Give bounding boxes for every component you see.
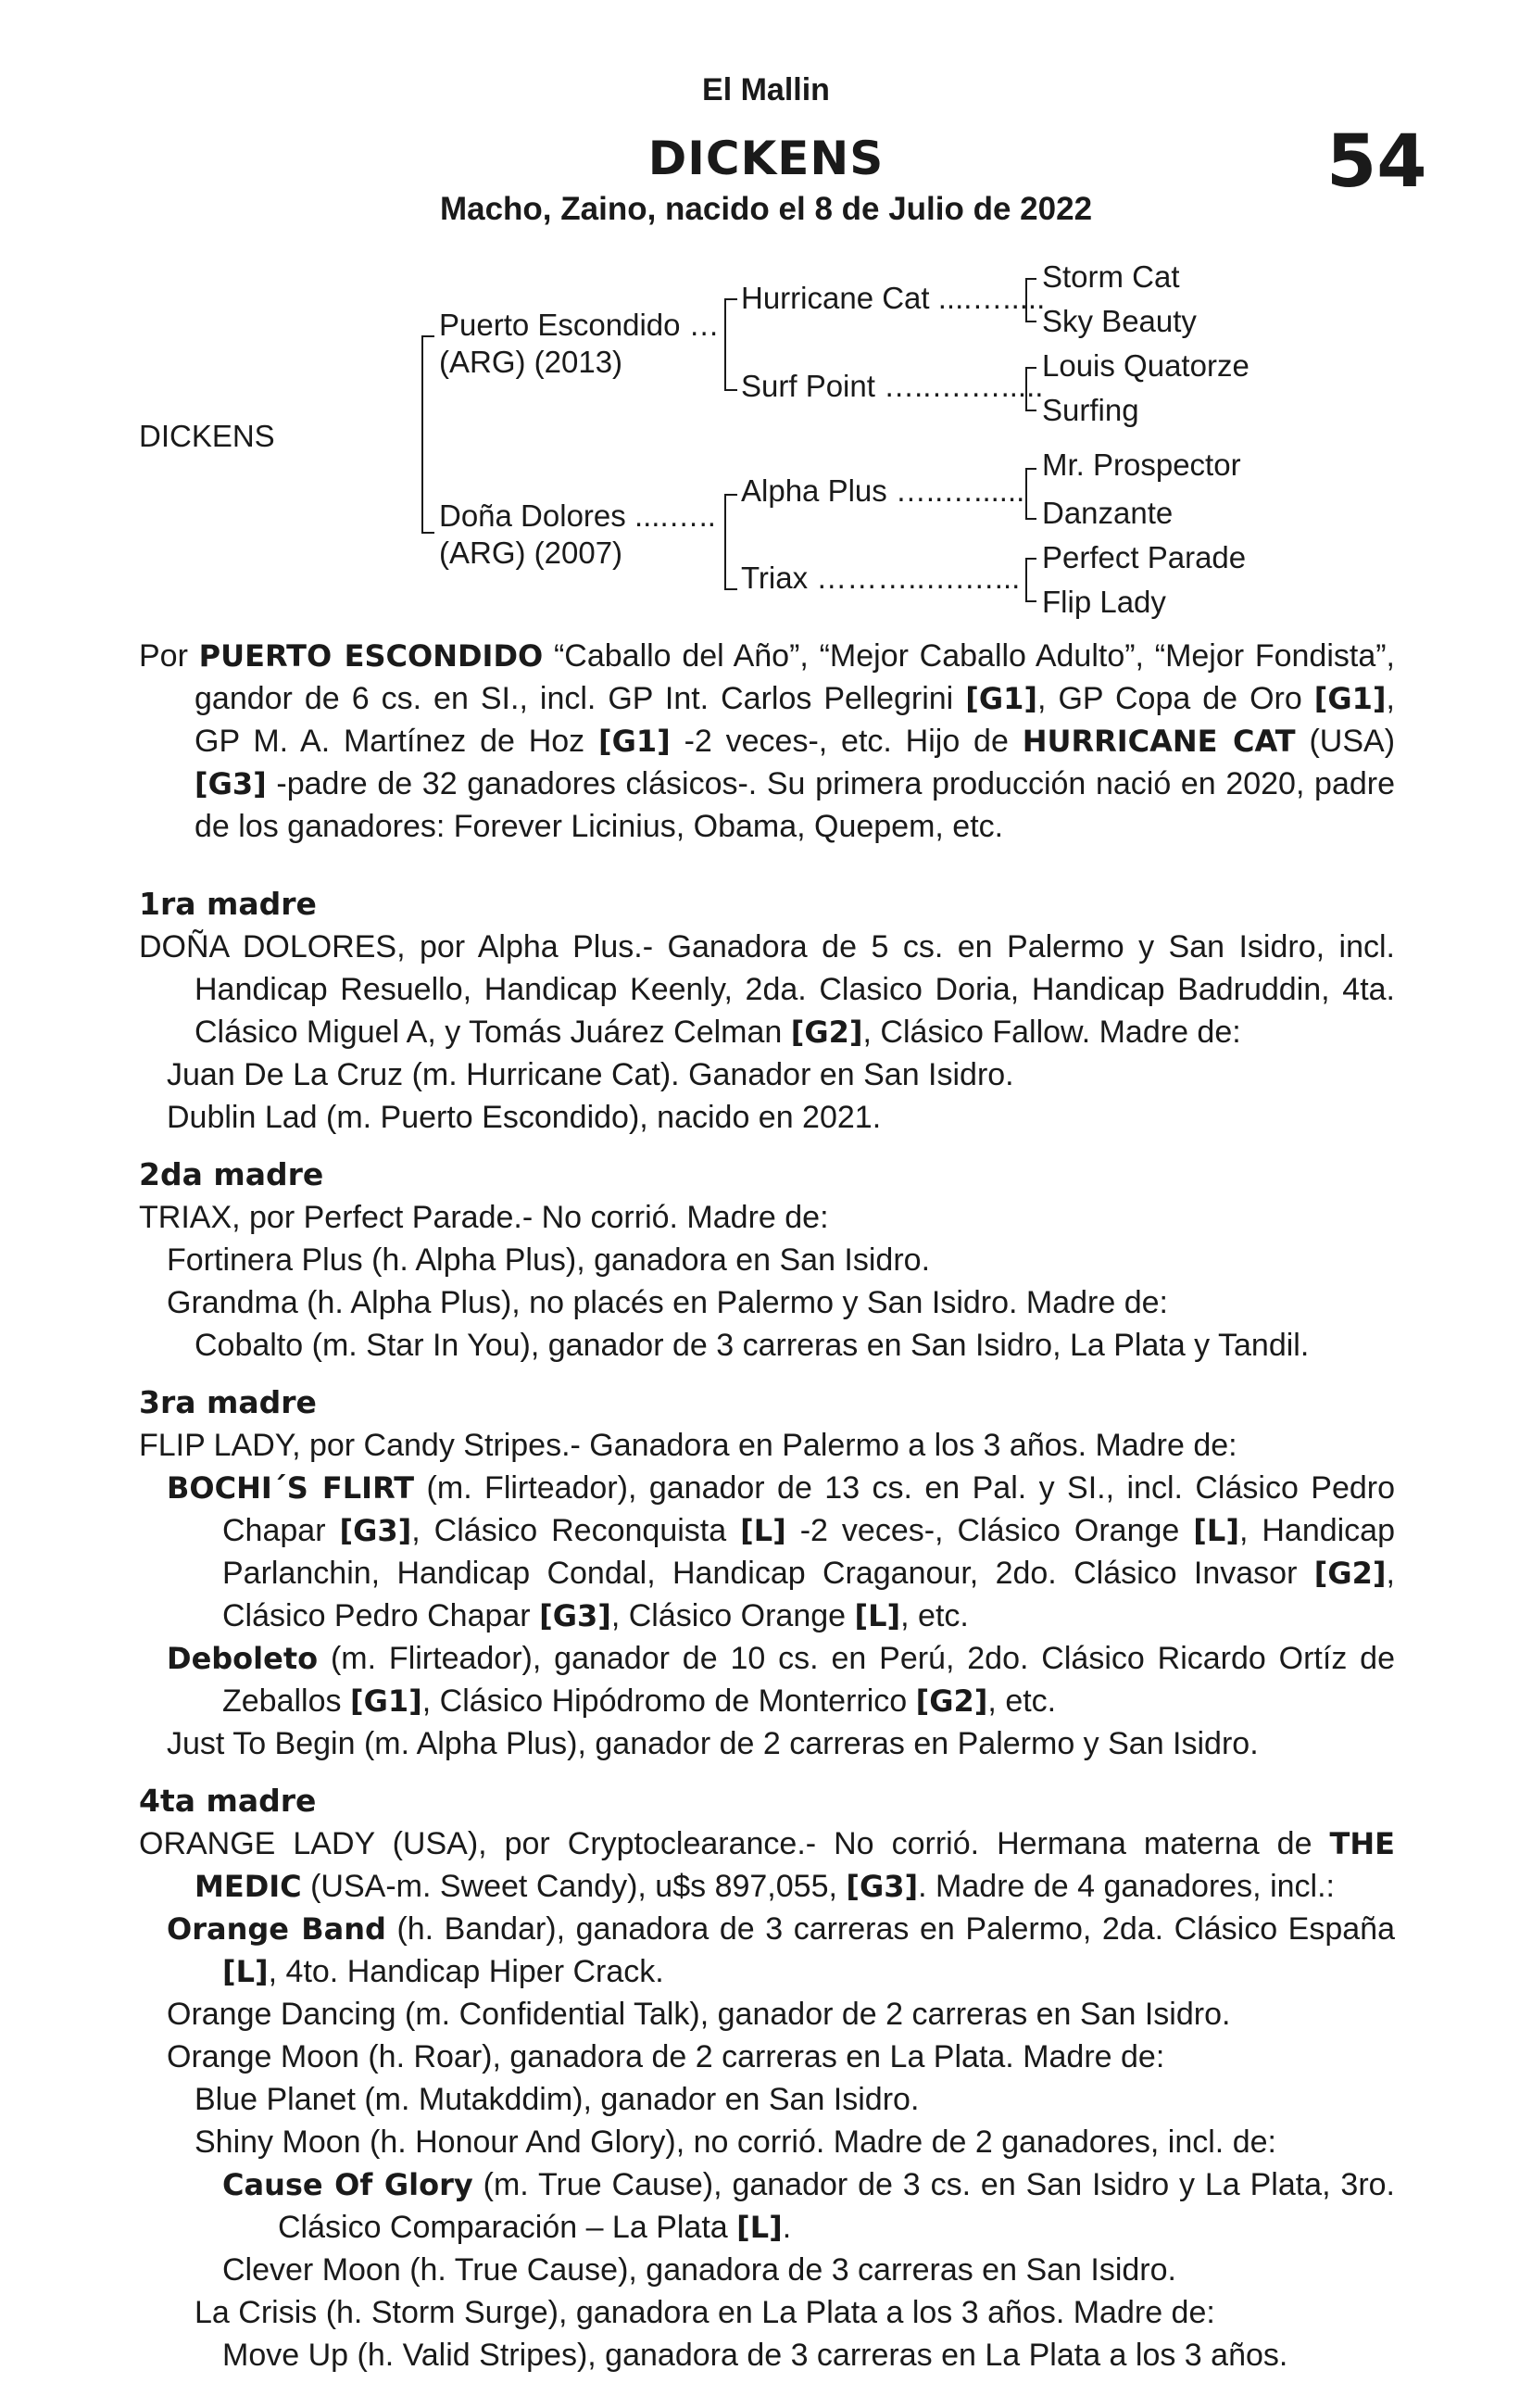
pedigree-bracket-g12 [1025,278,1036,322]
pedigree-dam-origin: (ARG) (2007) [439,536,623,570]
pedigree-subject: DICKENS [139,419,275,453]
pedigree-bracket-g56 [1025,468,1036,520]
third-dam-produce-3: Just To Begin (m. Alpha Plus), ganador de 2 carreras en Palermo y San Isidro. [167,1726,1259,1761]
pedigree-dam-dam: Triax ………..….…... [741,561,1021,595]
pedigree-bracket-sire-dam [421,335,434,534]
fourth-dam-paragraph: ORANGE LADY (USA), por Cryptoclearance.- No corrió. Hermana materna de THE MEDIC (USA-m. Sweet Candy), u$s 897,055, [G3]. Madre de 4 ganadores, incl.: [139,1826,1395,1904]
fourth-dam-heading: 4ta madre [139,1783,317,1819]
pedigree-sire: Puerto Escondido … [439,308,720,342]
first-dam-paragraph: DOÑA DOLORES, por Alpha Plus.- Ganadora de 5 cs. en Palermo y San Isidro, incl. Handicap Resuello, Handicap Keenly, 2da. Clasico Doria, Handicap Badruddin, 4ta. Clásico Miguel A, y Tomás Juárez Celman [G2], Clásico Fallow. Madre de: [139,929,1395,1050]
second-dam-produce-3: Cobalto (m. Star In You), ganador de 3 carreras en San Isidro, La Plata y Tandil. [195,1328,1310,1363]
pedigree-dam-sire: Alpha Plus …..…...... [741,473,1025,508]
third-dam-produce-1: BOCHI´S FLIRT (m. Flirteador), ganador de 13 cs. en Pal. y SI., incl. Clásico Pedro Chapar [G3], Clásico Reconquista [L] -2 veces-, Clásico Orange [L], Handicap Parlanchin, Handicap Condal, Handicap Craganour, 2do. Clásico Invasor [G2], Clásico Pedro Chapar [G3], Clásico Orange [L], etc. [167,1470,1396,1633]
pedigree-g5: Mr. Prospector [1042,448,1241,482]
pedigree-sire-origin: (ARG) (2013) [439,345,623,379]
pedigree-g2: Sky Beauty [1042,304,1197,338]
pedigree-g8: Flip Lady [1042,585,1166,619]
third-dam-line-0: FLIP LADY, por Candy Stripes.- Ganadora en Palermo a los 3 años. Madre de: [139,1428,1237,1463]
fourth-dam-produce-9: Move Up (h. Valid Stripes), ganadora de 3 carreras en La Plata a los 3 años. [222,2338,1288,2373]
fourth-dam-produce-1: Orange Band (h. Bandar), ganadora de 3 carreras en Palermo, 2da. Clásico España [L], 4to. Handicap Hiper Crack. [167,1911,1396,1989]
pedigree-dam: Doña Dolores ....….. [439,498,716,533]
pedigree-g6: Danzante [1042,496,1174,530]
pedigree-bracket-g34 [1025,367,1036,411]
fourth-dam-produce-6: Cause Of Glory (m. True Cause), ganador de 3 cs. en San Isidro y La Plata, 3ro. Clásico Comparación – La Plata [L]. [222,2167,1395,2245]
pedigree-g7: Perfect Parade [1042,540,1247,574]
fourth-dam-produce-7: Clever Moon (h. True Cause), ganadora de 3 carreras en San Isidro. [222,2252,1176,2288]
catalogue-body [139,635,1395,2376]
fourth-dam-produce-4: Blue Planet (m. Mutakddim), ganador en San Isidro. [195,2082,920,2117]
horse-description: Macho, Zaino, nacido el 8 de Julio de 2022 [439,191,1093,227]
lot-number: 54 [1326,120,1427,204]
first-dam-heading: 1ra madre [139,886,317,922]
pedigree-bracket-dam-parents [724,494,737,590]
second-dam-produce-1: Fortinera Plus (h. Alpha Plus), ganadora en San Isidro. [167,1242,931,1278]
fourth-dam-produce-3: Orange Moon (h. Roar), ganadora de 2 carreras en La Plata. Madre de: [167,2039,1165,2074]
pedigree-sire-dam: Surf Point …..….…..... [741,369,1044,403]
pedigree-sire-sire: Hurricane Cat ....…..... [741,281,1046,315]
pedigree-bracket-sire-parents [724,298,737,391]
fourth-dam-produce-2: Orange Dancing (m. Confidential Talk), ganador de 2 carreras en San Isidro. [167,1997,1231,2032]
second-dam-heading: 2da madre [139,1156,324,1192]
first-dam-produce-1: Juan De La Cruz (m. Hurricane Cat). Ganador en San Isidro. [167,1057,1014,1092]
third-dam-produce-2: Deboleto (m. Flirteador), ganador de 10 cs. en Perú, 2do. Clásico Ricardo Ortíz de Zeballos [G1], Clásico Hipódromo de Monterrico [G2], etc. [167,1641,1395,1719]
second-dam-line-0: TRIAX, por Perfect Parade.- No corrió. Madre de: [139,1200,829,1235]
first-dam-produce-2: Dublin Lad (m. Puerto Escondido), nacido en 2021. [167,1100,882,1135]
second-dam-produce-2: Grandma (h. Alpha Plus), no placés en Palermo y San Isidro. Madre de: [167,1285,1168,1320]
fourth-dam-produce-8: La Crisis (h. Storm Surge), ganadora en La Plata a los 3 años. Madre de: [195,2295,1215,2330]
pedigree-bracket-g78 [1025,558,1036,602]
sire-paragraph: Por PUERTO ESCONDIDO “Caballo del Año”, “Mejor Caballo Adulto”, “Mejor Fondista”, gandor de 6 cs. en SI., incl. GP Int. Carlos Pellegrini [G1], GP Copa de Oro [G1], GP M. A. Martínez de Hoz [G1] -2 veces-, etc. Hijo de HURRICANE CAT (USA) [G3] -padre de 32 ganadores clásicos-. Su primera producción nació en 2020, padre de los ganadores: Forever Licinius, Obama, Quepem, etc. [139,638,1396,844]
pedigree-g4: Surfing [1042,393,1139,427]
third-dam-heading: 3ra madre [139,1384,317,1420]
farm-name: El Mallin [702,72,830,107]
pedigree-g1: Storm Cat [1042,259,1180,294]
fourth-dam-produce-5: Shiny Moon (h. Honour And Glory), no corrió. Madre de 2 ganadores, incl. de: [195,2124,1276,2160]
horse-name: DICKENS [647,132,885,185]
pedigree-g3: Louis Quatorze [1042,348,1249,383]
